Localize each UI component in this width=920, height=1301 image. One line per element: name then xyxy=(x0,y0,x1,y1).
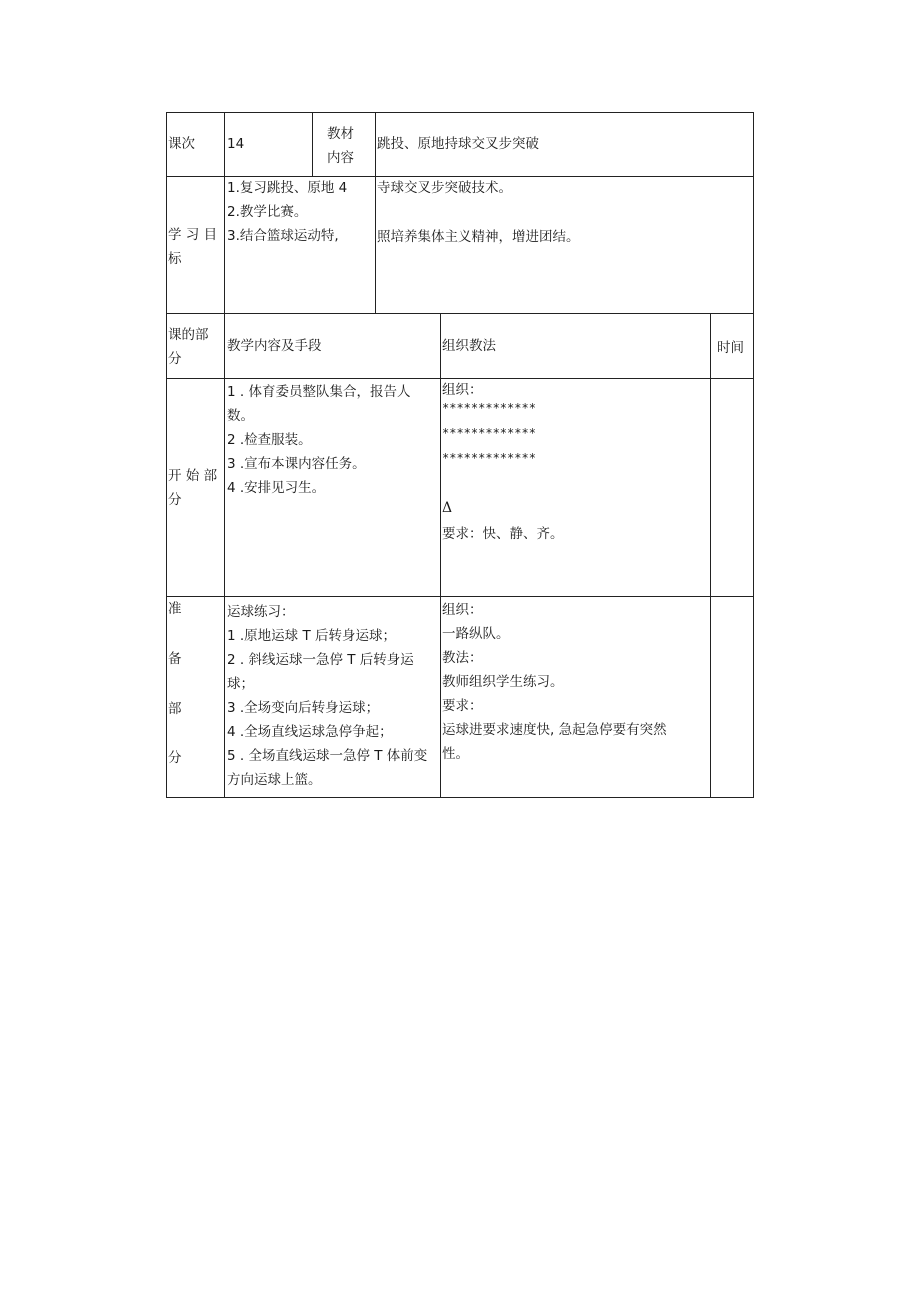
start-content xyxy=(227,380,410,500)
formation-row-2: ************* xyxy=(442,426,536,440)
lesson-number: 14 xyxy=(227,136,245,152)
part-header-line1: 课的部 xyxy=(168,327,209,343)
material-label xyxy=(327,122,354,170)
start-part-label xyxy=(168,464,217,512)
table-col-lesson xyxy=(312,112,313,177)
lesson-label: 课次 xyxy=(168,136,195,152)
material-content: 跳投、原地持球交叉步突破 xyxy=(377,136,539,152)
prep-item-4: 4 .全场直线运球急停争起； xyxy=(227,724,393,740)
prep-label-char-1: 准 xyxy=(168,601,182,617)
prep-label-char-3: 部 xyxy=(168,701,182,717)
part-header-line2: 分 xyxy=(168,351,182,367)
start-item-4: 4 .安排见习生。 xyxy=(227,480,326,496)
prep-req-value: 运球进要求速度快, 急起急停要有突然 xyxy=(442,722,667,738)
goals-right-line1: 寺球交叉步突破技术。 xyxy=(377,180,512,196)
table-border-left xyxy=(166,112,167,798)
prep-content xyxy=(227,600,427,792)
prep-teach-label: 教法： xyxy=(442,650,483,666)
teacher-position-icon: Δ xyxy=(442,500,453,516)
prep-org-value: 一路纵队。 xyxy=(442,626,510,642)
prep-label-char-4: 分 xyxy=(168,750,182,766)
prep-req-label: 要求： xyxy=(442,698,483,714)
goal-label xyxy=(168,223,217,271)
start-item-2: 2 .检查服装。 xyxy=(227,432,312,448)
start-org-label: 组织： xyxy=(442,382,483,398)
material-label-line1: 教材 xyxy=(327,126,354,142)
content-header: 教学内容及手段 xyxy=(227,338,322,354)
prep-item-2-cont: 球； xyxy=(227,676,254,692)
prep-item-3: 3 .全场变向后转身运球； xyxy=(227,700,380,716)
table-col-method xyxy=(440,313,441,798)
table-border-row2 xyxy=(166,313,754,314)
table-col-time xyxy=(710,313,711,798)
table-border-bottom xyxy=(166,797,754,798)
formation-row-1: ************* xyxy=(442,401,536,415)
goal-label-line1: 学 习 目 xyxy=(168,227,218,243)
table-col-label xyxy=(224,112,225,798)
prep-org-label: 组织： xyxy=(442,602,483,618)
goals-right-line2: 照培养集体主义精神，增进团结。 xyxy=(377,229,580,245)
prep-teach-value: 教师组织学生练习。 xyxy=(442,674,564,690)
prep-req-value-cont: 性。 xyxy=(442,746,469,762)
part-header xyxy=(168,323,209,371)
goal-label-line2: 标 xyxy=(168,251,182,267)
start-requirement: 要求：快、静、齐。 xyxy=(442,526,564,542)
table-col-material xyxy=(375,112,376,314)
prep-item-5: 5 . 全场直线运球一急停 T 体前变 xyxy=(227,748,428,764)
table-border-right xyxy=(753,112,754,798)
method-header: 组织教法 xyxy=(442,338,496,354)
prep-method xyxy=(442,598,667,766)
prep-item-2: 2 . 斜线运球一急停 T 后转身运 xyxy=(227,652,414,668)
table-border-top xyxy=(166,112,754,113)
prep-item-1: 1 .原地运球 T 后转身运球； xyxy=(227,628,397,644)
goal-item-1: 1.复习跳投、原地 4 xyxy=(227,180,348,196)
prep-label-char-2: 备 xyxy=(168,651,182,667)
start-item-1: 1 . 体育委员整队集合，报告人 xyxy=(227,384,411,400)
table-border-start xyxy=(166,596,754,597)
start-part-label-line1: 开 始 部 xyxy=(168,468,218,484)
material-label-line2: 内容 xyxy=(327,150,354,166)
time-header: 时间 xyxy=(717,340,744,356)
start-item-1-cont: 数。 xyxy=(227,408,254,424)
goal-item-3: 3.结合篮球运动特, xyxy=(227,228,339,244)
goal-item-2: 2.教学比赛。 xyxy=(227,204,308,220)
start-part-label-line2: 分 xyxy=(168,492,182,508)
prep-item-title: 运球练习： xyxy=(227,604,295,620)
formation-row-3: ************* xyxy=(442,451,536,465)
prep-item-5-cont: 方向运球上篮。 xyxy=(227,772,322,788)
start-item-3: 3 .宣布本课内容任务。 xyxy=(227,456,366,472)
goals-left xyxy=(227,176,347,248)
